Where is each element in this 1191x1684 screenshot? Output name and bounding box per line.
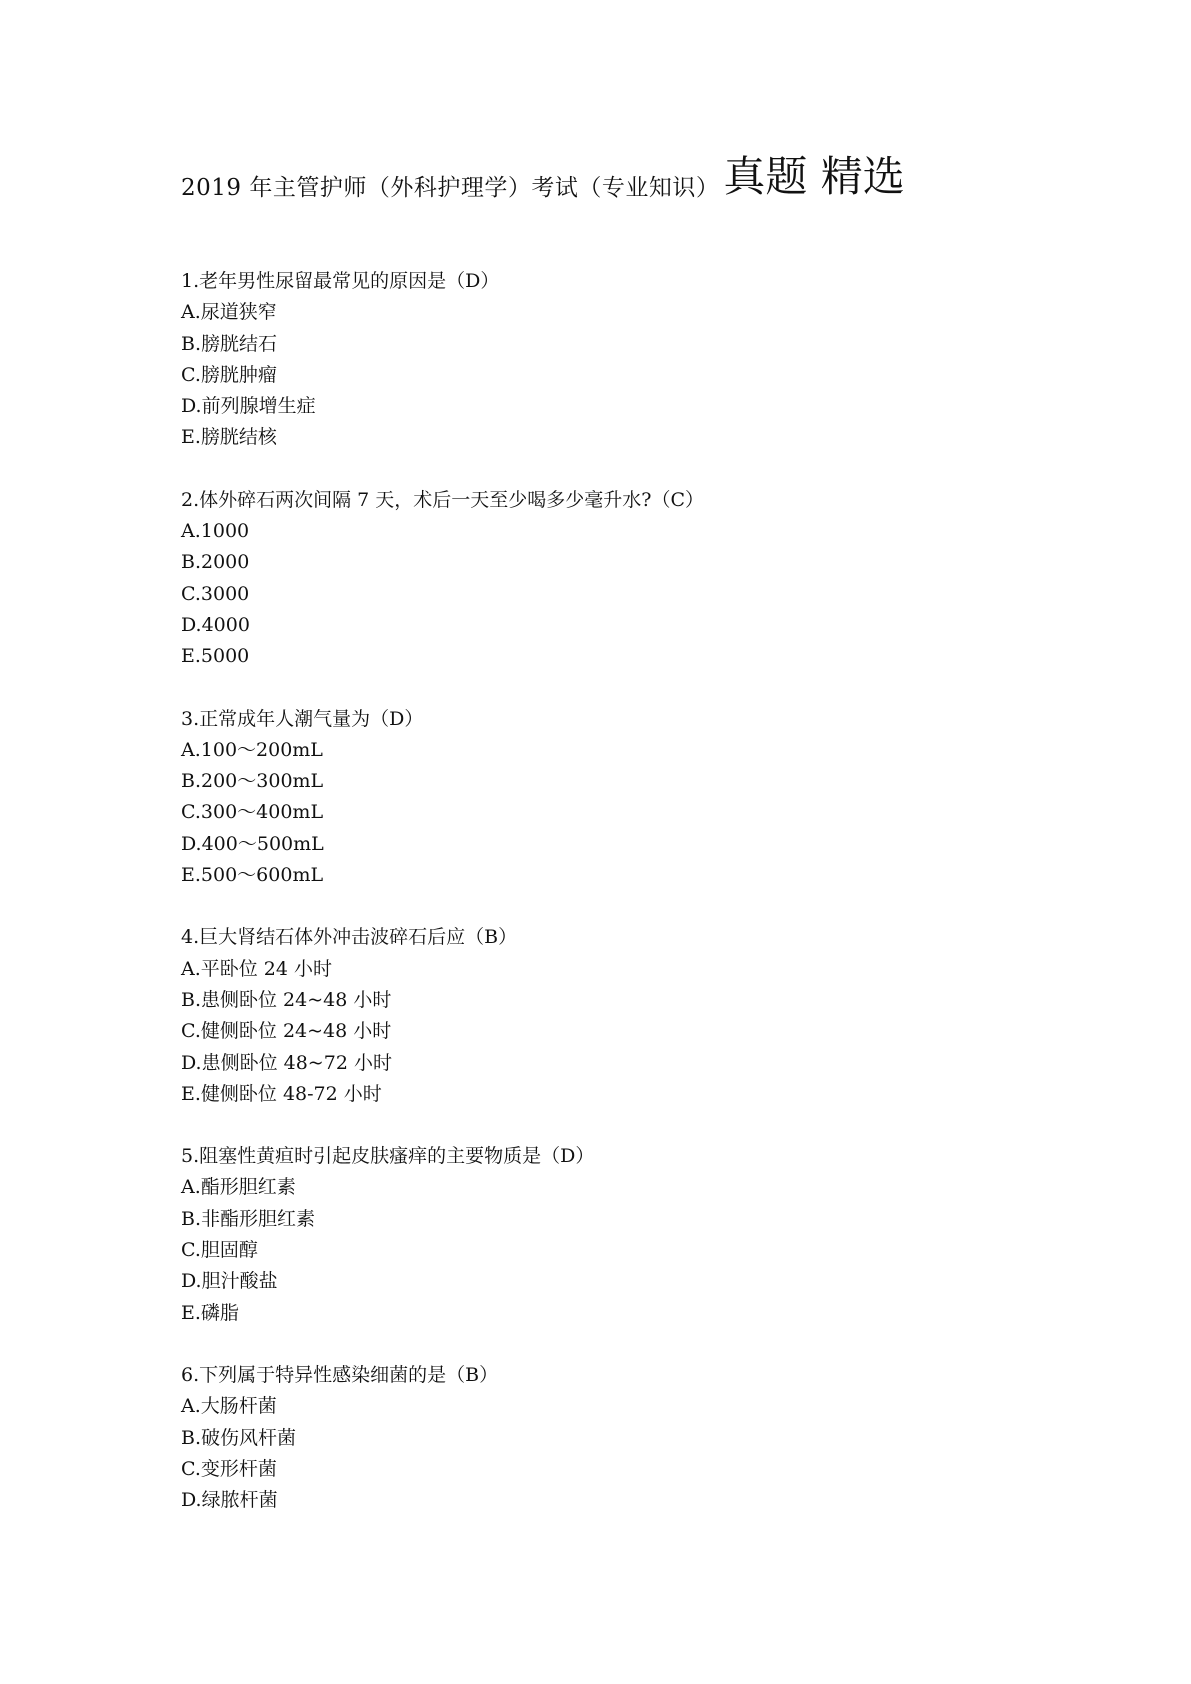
option-c: C.胆固醇: [181, 1239, 258, 1262]
option-d: D.400～500mL: [181, 832, 324, 855]
option-a: A.1000: [181, 520, 250, 543]
title-main-text: 2019 年主管护师（外科护理学）考试（专业知识）: [181, 175, 720, 201]
question-stem: 3.正常成年人潮气量为（D）: [181, 707, 424, 730]
option-b: B.膀胱结石: [181, 332, 278, 355]
option-d: D.患侧卧位 48~72 小时: [181, 1051, 392, 1074]
option-a: A.酯形胆红素: [181, 1176, 296, 1199]
question-2: [181, 485, 1081, 673]
question-1: [181, 266, 1081, 454]
question-stem: 5.阻塞性黄疸时引起皮肤瘙痒的主要物质是（D）: [181, 1145, 595, 1168]
option-b: B.2000: [181, 551, 250, 574]
option-d: D.胆汁酸盐: [181, 1270, 278, 1293]
option-b: B.破伤风杆菌: [181, 1426, 297, 1449]
question-6: [181, 1360, 1081, 1516]
option-b: B.非酯形胆红素: [181, 1207, 316, 1230]
option-c: C.膀胱肿瘤: [181, 363, 277, 386]
option-c: C.健侧卧位 24~48 小时: [181, 1020, 392, 1043]
option-b: B.患侧卧位 24~48 小时: [181, 988, 392, 1011]
option-d: D.绿脓杆菌: [181, 1489, 278, 1512]
question-5: [181, 1141, 1081, 1329]
title-emphasis-text: 真题 精选: [723, 152, 905, 201]
option-e: E.500～600mL: [181, 864, 324, 887]
option-a: A.100～200mL: [181, 738, 323, 761]
option-e: E.5000: [181, 645, 250, 668]
option-c: C.变形杆菌: [181, 1457, 277, 1480]
question-stem: 6.下列属于特异性感染细菌的是（B）: [181, 1363, 499, 1386]
option-e: E.磷脂: [181, 1301, 239, 1324]
question-stem: 2.体外碎石两次间隔 7 天，术后一天至少喝多少毫升水?（C）: [181, 488, 705, 511]
document-title: [181, 152, 905, 202]
option-e: E.膀胱结核: [181, 426, 277, 449]
question-3: [181, 704, 1081, 892]
question-list: [181, 266, 1081, 1547]
question-4: [181, 922, 1081, 1110]
option-d: D.前列腺增生症: [181, 395, 316, 418]
option-c: C.3000: [181, 582, 250, 605]
question-stem: 4.巨大肾结石体外冲击波碎石后应（B）: [181, 926, 518, 949]
question-stem: 1.老年男性尿留最常见的原因是（D）: [181, 270, 500, 292]
option-a: A.尿道狭窄: [181, 301, 277, 324]
option-c: C.300～400mL: [181, 801, 324, 824]
option-a: A.大肠杆菌: [181, 1395, 277, 1418]
option-d: D.4000: [181, 613, 250, 636]
option-a: A.平卧位 24 小时: [181, 957, 333, 980]
option-e: E.健侧卧位 48-72 小时: [181, 1082, 382, 1105]
option-b: B.200～300mL: [181, 770, 324, 793]
